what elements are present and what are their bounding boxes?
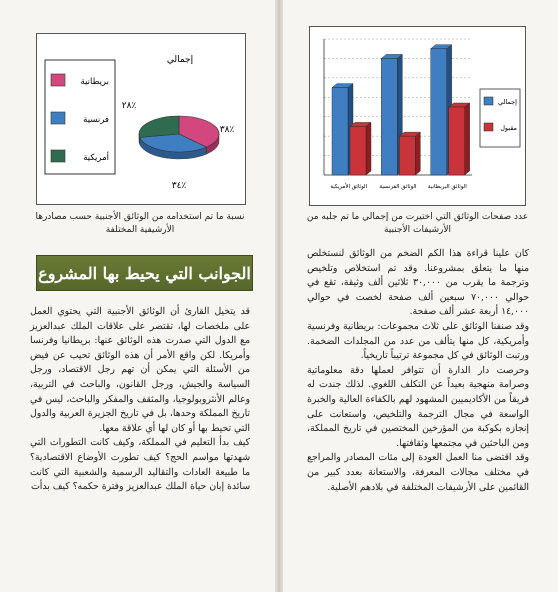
bar (431, 49, 447, 175)
paragraph: كان علينا قراءة هذا الكم الضخم من الوثائق لنستخلص منها ما يتعلق بمشروعنا. وقد تم استخلاص وتلخيص وترجمة ما يقرب من ٣٠,٠٠٠ ثلاثين ألف وثيقة، تقع في حوالي ٧٠,٠٠٠ سبعين ألف صفحة لخصت في حوالي ١٤,٠٠٠ أربعة عشر ألف صفحة. (307, 248, 530, 318)
bar-side (465, 103, 470, 175)
legend-label: إجمالي (498, 98, 517, 106)
pie-chart-frame (36, 33, 246, 205)
bar (350, 126, 366, 175)
pie-title: إجمالي (166, 55, 194, 65)
left-body-text (30, 305, 250, 495)
right-body-text (307, 247, 529, 495)
pie-value-label: ٢٨٪ (121, 101, 137, 111)
bar-chart-frame (309, 26, 526, 206)
pie-slice (139, 116, 179, 137)
legend-label: أمريكية (83, 153, 109, 163)
legend-swatch (51, 112, 65, 124)
section-title: الجوانب التي يحيط بها المشروع (38, 263, 251, 283)
legend-swatch (484, 123, 493, 131)
legend-label: فرنسية (83, 115, 109, 125)
legend-swatch (51, 150, 65, 162)
bar (449, 107, 465, 175)
category-label: الوثائق البريطانية (427, 184, 467, 190)
legend-swatch (484, 97, 493, 105)
category-label: الوثائق الأمريكية (330, 184, 368, 190)
bar-side (415, 132, 420, 175)
book-gutter (275, 0, 283, 592)
legend-label: بريطانية (80, 77, 109, 87)
pie-chart (37, 34, 247, 206)
paragraph: وحرصت دار الدارة أن تتوافر لعملها دقة معلوماتية وصرامة منهجية بعيداً عن التكلف اللغوي. لذلك جندت له فريقاً من الأكاديميين المشهود لهم بالكفاءة العالية والخبرة الواسعة في مجال الترجمة والتلخيص، واستعانت على إنجازه بكوكبة من المؤرخين المختصين في تاريخ المملكة، ومن الباحثين في مجتمعها وثقافتها. (307, 364, 529, 449)
paragraph: وقد صنفنا الوثائق على ثلاث مجموعات: بريطانية وفرنسية وأمريكية، كل منها يتألف من عدد من المجلدات الضخمة. ورتبت الوثائق في كل مجموعة ترتيباً تاريخياً. (307, 320, 529, 362)
paragraph: قد يتخيل القارئ أن الوثائق الأجنبية التي يحتوي العمل على ملخصات لها، تقتصر على علاقات الملك عبدالعزيز مع الدول التي صدرت هذه الوثائق عنها: بريطانيا وفرنسا وأمريكا. لكن واقع الأمر أن هذه الوثائق تحيب عن فيض من الأسئلة التي يمكن أن تهم رجل الاقتصاد، ورجل السياسة والجيش، ورجل القانون، والباحث في التربية، وعالم الأنثروبولوجيا، والمثقف والمفكر والباحث، ليس في تاريخ المملكة وحدها، بل في تاريخ الجزيرة العربية والدول التي تحيط بها أو كان لها أي علاقة معها. (30, 306, 250, 434)
bar (399, 136, 415, 175)
paragraph: كيف بدأ التعليم في المملكة، وكيف كانت التطورات التي شهدتها مواسم الحج؟ كيف تطورت الأوضاع الاقتصادية؟ ما طبيعة العادات والتقاليد الرسمية والشعبية التي كانت سائدة إبان حياة الملك عبدالعزيز وفترة حكمه؟ كيف بدأت (30, 437, 250, 493)
legend-swatch (51, 74, 65, 86)
pie-value-label: ٣٤٪ (171, 181, 187, 191)
bar-side (366, 122, 371, 175)
paragraph: وقد اقتضى منا العمل العودة إلى مئات المصادر والمراجع في مختلف مجالات المعرفة، والاستعانة بعدد كبير من القائمين على الأرشيفات المختلفة في بلادهم الأصلية. (307, 452, 529, 493)
category-label: الوثائق الفرنسية (379, 184, 417, 190)
pie-value-label: ٣٨٪ (219, 125, 235, 135)
bar (381, 58, 397, 175)
bar (332, 88, 348, 175)
section-title-banner (36, 255, 253, 291)
bar-caption: عدد صفحات الوثائق التي اختيرت من إجمالي ما تم جلبه من الأرشيفات الأجنبية (306, 212, 529, 235)
bar-chart (310, 27, 527, 207)
legend-label: مقبول (500, 124, 517, 132)
pie-caption: نسبة ما تم استخدامه من الوثائق الأجنبية حسب مصادرها الأرشيفية المختلفة (35, 212, 245, 235)
